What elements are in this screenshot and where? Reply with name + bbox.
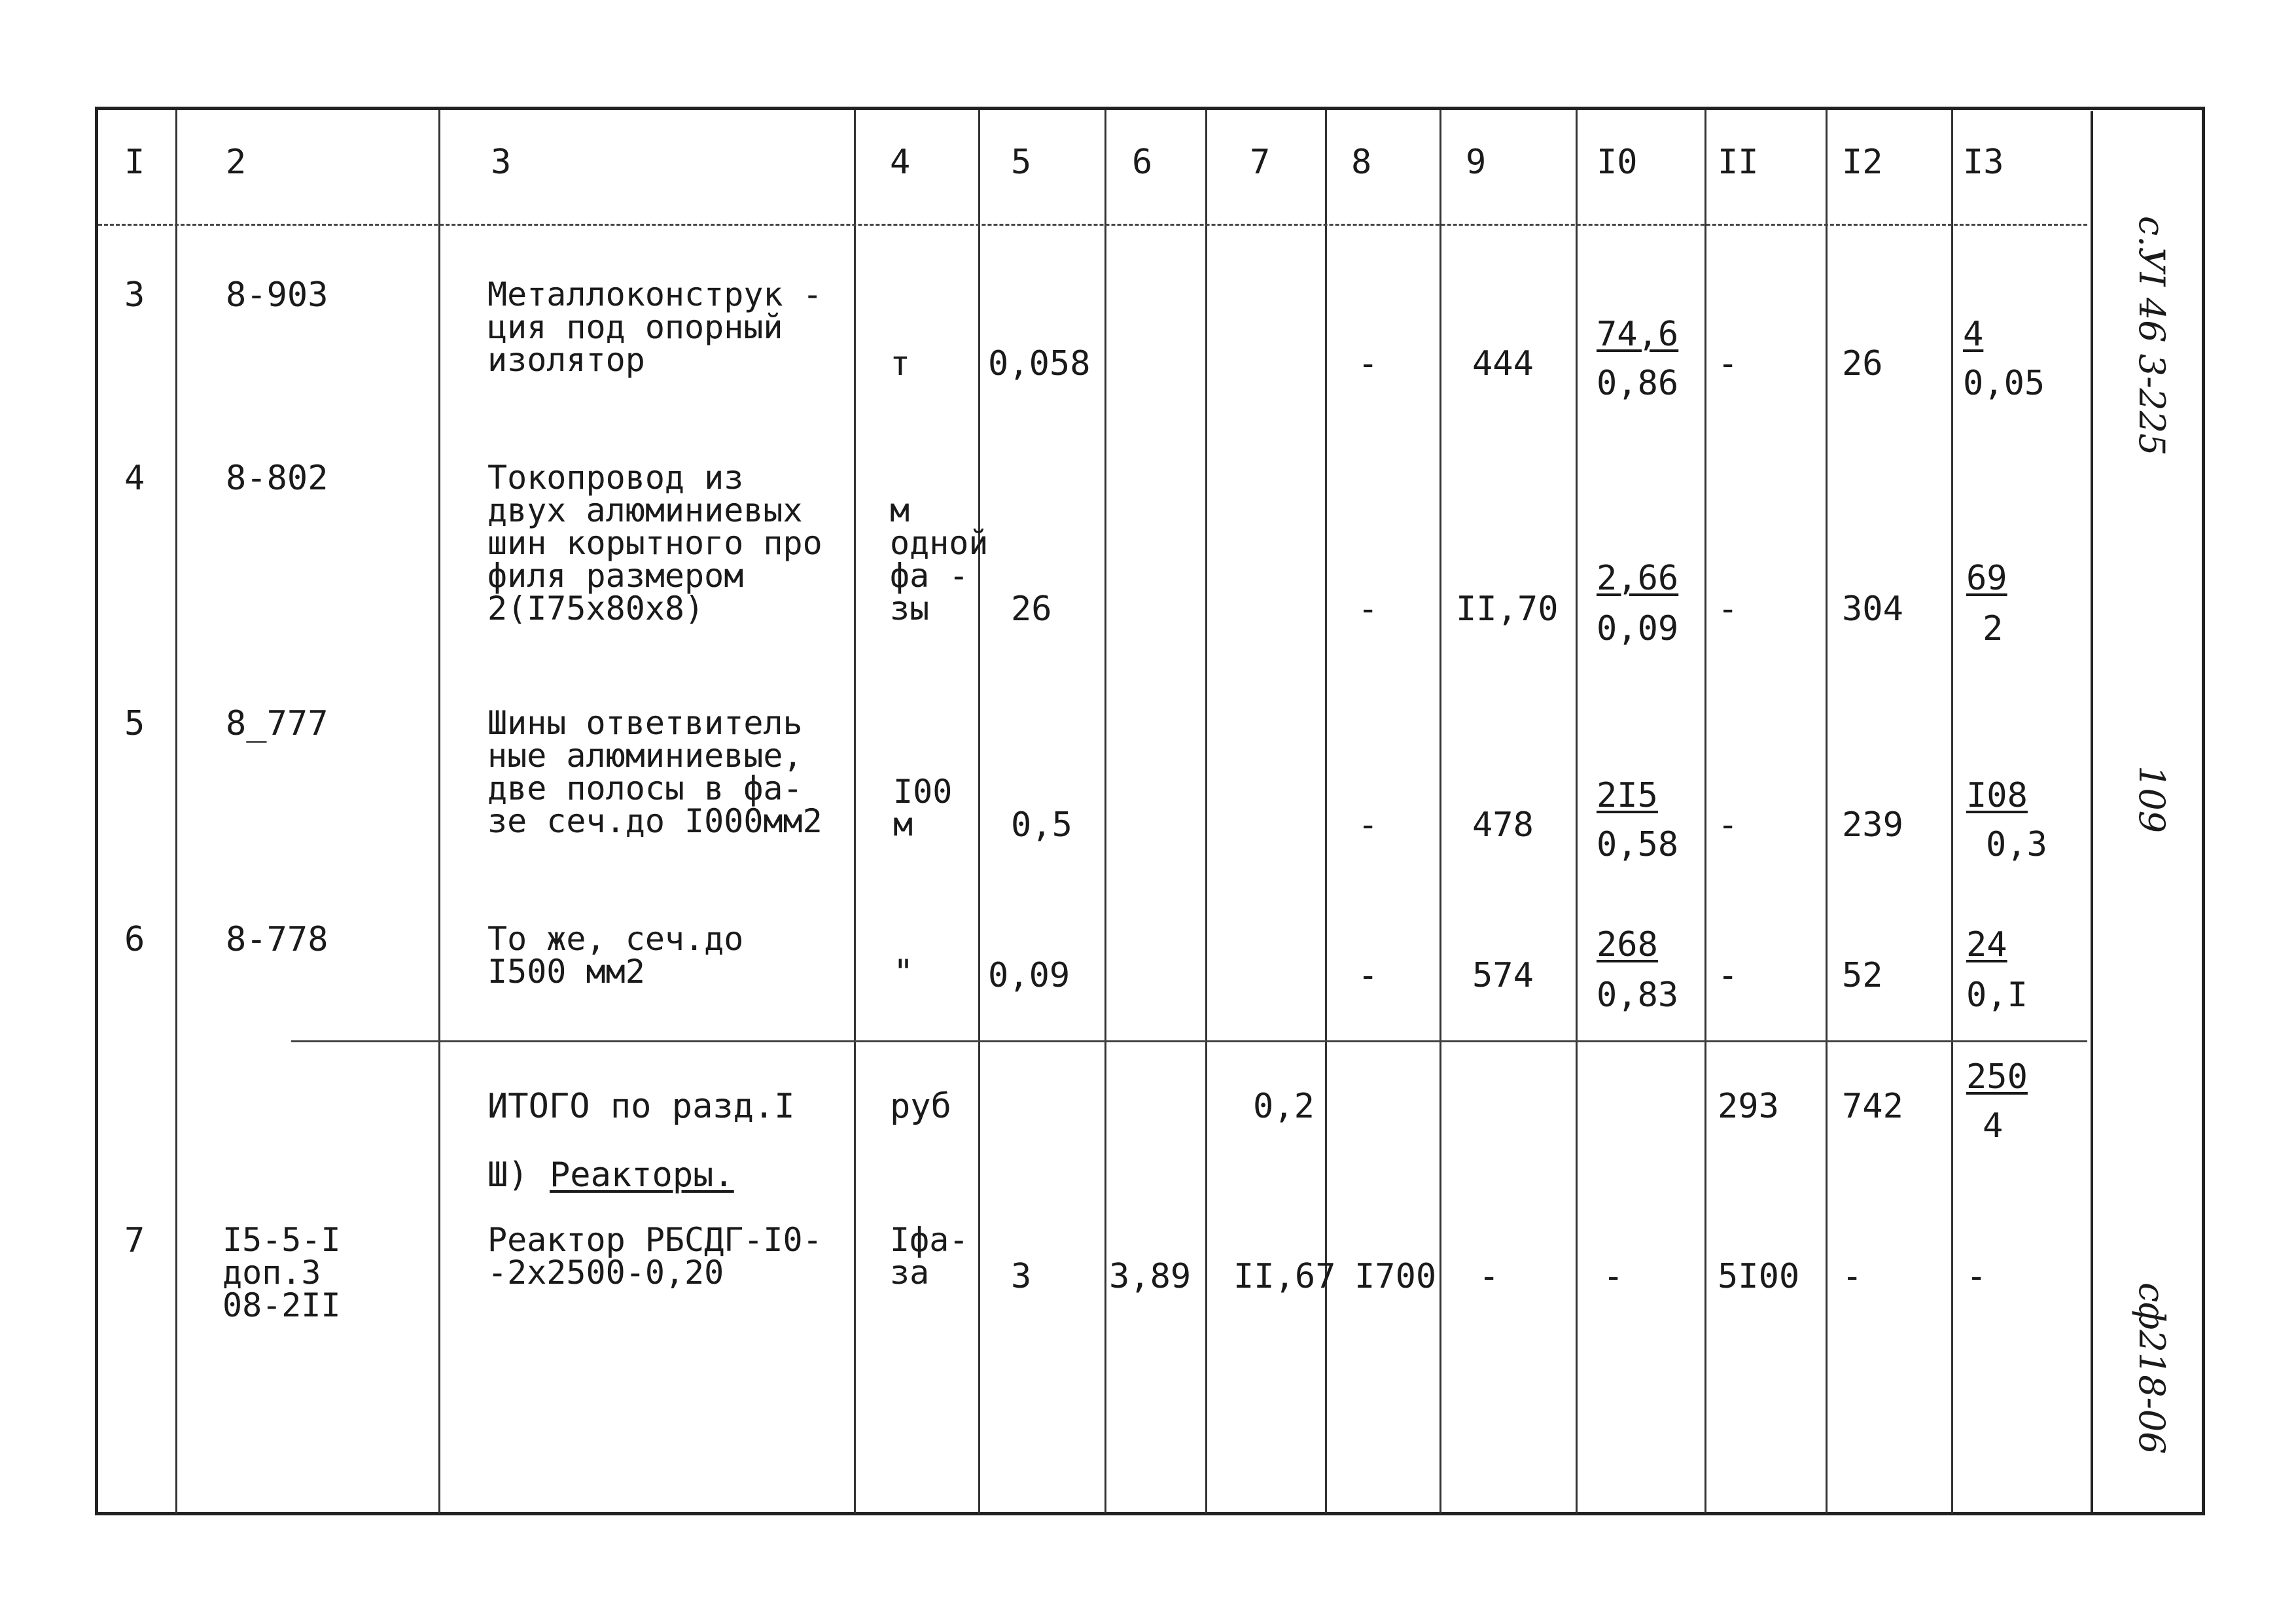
column-divider — [1104, 110, 1106, 1513]
column-divider — [1205, 110, 1207, 1513]
row-unit: I00 м — [893, 773, 953, 843]
row-col7: II,67 — [1233, 1257, 1336, 1296]
header-col-4: 4 — [890, 143, 911, 182]
header-col-6: 6 — [1132, 143, 1153, 182]
row-col12: - — [1842, 1257, 1863, 1296]
row-col9: - — [1479, 1257, 1500, 1296]
section-title: Реакторы. — [550, 1155, 734, 1195]
column-divider — [1704, 110, 1706, 1513]
section-prefix: Ш) — [487, 1155, 529, 1195]
row-unit: т — [890, 344, 911, 383]
row-name: Токопровод из двух алюминиевых шин корытного про филя размером 2(I75х80х8) — [487, 459, 822, 627]
row-code: 8-778 — [226, 920, 328, 959]
column-divider — [1826, 110, 1828, 1513]
row-col13-top: 4 — [1963, 315, 1984, 354]
row-number: 5 — [124, 704, 145, 743]
column-divider — [438, 110, 440, 1513]
row-col10: - — [1603, 1257, 1624, 1296]
header-col-10: I0 — [1597, 143, 1638, 182]
column-divider — [1439, 110, 1441, 1513]
row-col10-bottom: 0,58 — [1597, 825, 1679, 864]
row-col10-top: 2,66 — [1597, 559, 1679, 598]
row-col12: 52 — [1842, 956, 1883, 995]
row-col10-bottom: 0,09 — [1597, 609, 1679, 648]
row-col11: - — [1718, 956, 1739, 995]
total-col7: 0,2 — [1253, 1087, 1315, 1126]
row-name: Металлоконструк - ция под опорный изолятор — [487, 275, 822, 379]
header-col-7: 7 — [1250, 143, 1271, 182]
side-stamp-doc-code: с.УI 46 3-225 — [2131, 216, 2172, 456]
row-col10-top: 268 — [1597, 925, 1658, 964]
header-col-8: 8 — [1351, 143, 1372, 182]
row-col13-bottom: 0,05 — [1963, 364, 2045, 403]
row-col10-top: 74,6 — [1597, 315, 1679, 354]
column-divider — [1951, 110, 1953, 1513]
row-col5: 0,09 — [988, 956, 1070, 995]
row-name: Реактор РБСДГ-I0- -2х2500-0,20 — [487, 1221, 822, 1292]
row-name: Шины ответвитель ные алюминиевые, две полосы в фа- зе сеч.до I000мм2 — [487, 704, 822, 840]
column-divider — [854, 110, 856, 1513]
row-col13-bottom: 0,3 — [1986, 825, 2047, 864]
total-separator — [291, 1040, 2087, 1042]
row-col13-top: 24 — [1966, 925, 2007, 964]
row-col8: - — [1358, 956, 1379, 995]
row-col8: I700 — [1354, 1257, 1437, 1296]
row-col12: 239 — [1842, 805, 1903, 845]
row-col13-top: 69 — [1966, 559, 2007, 598]
row-col10-bottom: 0,83 — [1597, 976, 1679, 1015]
row-col13: - — [1966, 1257, 1987, 1296]
row-code: 8_777 — [226, 704, 328, 743]
header-col-13: I3 — [1963, 143, 2004, 182]
row-number: 6 — [124, 920, 145, 959]
row-col13-bottom: 0,I — [1966, 976, 2028, 1015]
row-col10-bottom: 0,86 — [1597, 364, 1679, 403]
total-label: ИТОГО по разд.I — [487, 1087, 795, 1126]
row-col11: - — [1718, 590, 1739, 629]
row-col6: 3,89 — [1109, 1257, 1192, 1296]
header-col-2: 2 — [226, 143, 247, 182]
column-divider — [978, 110, 980, 1513]
row-col8: - — [1358, 590, 1379, 629]
row-col11: - — [1718, 344, 1739, 383]
header-col-12: I2 — [1842, 143, 1883, 182]
row-number: 4 — [124, 459, 145, 498]
total-col13-bottom: 4 — [1983, 1106, 2004, 1146]
row-col9: 444 — [1472, 344, 1534, 383]
row-unit: Iфа- за — [890, 1221, 969, 1292]
row-col12: 26 — [1842, 344, 1883, 383]
row-col5: 0,058 — [988, 344, 1091, 383]
row-unit: " — [893, 953, 914, 992]
row-col11: 5I00 — [1718, 1257, 1800, 1296]
header-col-5: 5 — [1011, 143, 1032, 182]
row-col5: 3 — [1011, 1257, 1032, 1296]
row-col9: II,70 — [1456, 590, 1559, 629]
row-col10-top: 2I5 — [1597, 776, 1658, 815]
row-col5: 0,5 — [1011, 805, 1072, 845]
row-col8: - — [1358, 344, 1379, 383]
header-separator — [98, 224, 2087, 226]
row-col9: 478 — [1472, 805, 1534, 845]
row-col5: 26 — [1011, 590, 1052, 629]
row-code: 8-802 — [226, 459, 328, 498]
header-col-11: II — [1718, 143, 1759, 182]
column-divider — [175, 110, 177, 1513]
row-col13-top: I08 — [1966, 776, 2028, 815]
row-col12: 304 — [1842, 590, 1903, 629]
row-code: I5-5-I доп.3 08-2II — [222, 1221, 341, 1324]
side-stamp-page: 109 — [2131, 766, 2172, 834]
side-stamp-archive: сф218-06 — [2131, 1282, 2172, 1455]
row-name: То же, сеч.до I500 мм2 — [487, 920, 744, 991]
header-col-3: 3 — [491, 143, 512, 182]
row-code: 8-903 — [226, 275, 328, 315]
total-col12: 742 — [1842, 1087, 1903, 1126]
row-number: 7 — [124, 1221, 145, 1260]
row-number: 3 — [124, 275, 145, 315]
row-col13-bottom: 2 — [1983, 609, 2004, 648]
row-col8: - — [1358, 805, 1379, 845]
row-col9: 574 — [1472, 956, 1534, 995]
column-divider — [1325, 110, 1327, 1513]
total-col13-top: 250 — [1966, 1057, 2028, 1097]
row-unit: м одной фа - зы — [890, 491, 989, 627]
total-col11: 293 — [1718, 1087, 1779, 1126]
column-divider — [1576, 110, 1578, 1513]
header-col-9: 9 — [1466, 143, 1487, 182]
total-unit: руб — [890, 1087, 951, 1126]
header-col-1: I — [124, 143, 145, 182]
row-col11: - — [1718, 805, 1739, 845]
